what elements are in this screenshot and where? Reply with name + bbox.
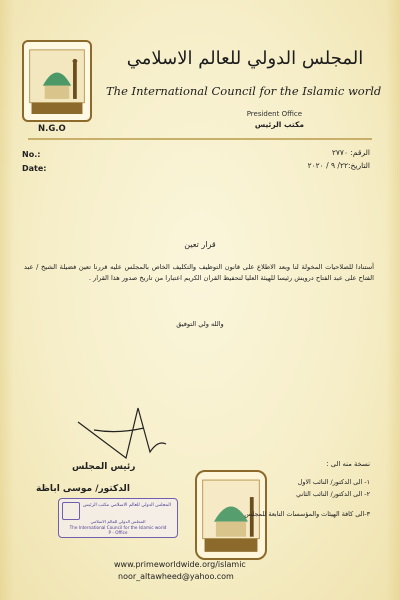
office-english: President Office	[246, 110, 302, 118]
council-logo	[22, 40, 92, 122]
header-divider	[28, 138, 372, 140]
english-council-title: The International Council for the Islamic world	[106, 84, 382, 98]
stamp-line: P - Office	[108, 530, 128, 536]
date-label: Date:	[22, 164, 47, 173]
email-link[interactable]: noor_altawheed@yahoo.com	[118, 572, 234, 581]
number-label: No.:	[22, 150, 41, 159]
decision-paragraph: أستنادا للصلاحيات المخولة لنا وبعد الاطلاع على قانون التوظيف والتكليف الخاص بالمجلس عليه قررنا تعين فضيلة الشيخ / عبد الفتاح على عبد الفتاح درويش رئيسا للهيئة العليا لتحفيظ القران الكريم اعتبارا من تاريخ صدور هذا القرار .	[24, 263, 374, 282]
copies-heading: نسخة منه الى :	[326, 460, 370, 468]
copy-recipient: ٢- الى الدكتور/ النائب الثاني	[296, 490, 370, 498]
ngo-label: N.G.O	[38, 124, 66, 134]
office-arabic: مكتب الرئيس	[254, 120, 304, 129]
signatory-name: الدكتور/ موسى اباظة	[36, 484, 130, 494]
stamp-header-text: المجلس الدولي للعالم الاسلامي مكتب الرئيس	[83, 503, 171, 508]
copy-recipient: ١- الى الدكتور/ النائب الاول	[297, 478, 370, 486]
stamp-logo-icon	[62, 502, 80, 520]
decision-subject: قرار تعين	[184, 240, 216, 249]
number-arabic: الرقم: ٢٧٧٠	[331, 148, 370, 157]
official-stamp	[58, 498, 178, 538]
stamp-line: المجلس الدولي للعالم الاسلامي	[90, 519, 146, 524]
closing-phrase: والله ولي التوفيق	[176, 320, 224, 328]
signature-scribble	[74, 400, 170, 460]
website-link[interactable]: www.primeworldwide.org/islamic	[114, 560, 246, 569]
date-arabic: التاريخ:٢٢/ ٩ / ٢٠٢٠	[307, 161, 370, 170]
arabic-council-title: المجلس الدولي للعالم الاسلامي	[126, 48, 364, 69]
stamp-line: The International Council for the Islamic world	[69, 524, 167, 530]
signatory-title: رئيس المجلس	[72, 462, 136, 472]
copy-recipient: ٣-الى كافة الهيئات والمؤسسات التابعة للمجلس	[244, 510, 370, 518]
mosque-icon	[24, 42, 90, 120]
